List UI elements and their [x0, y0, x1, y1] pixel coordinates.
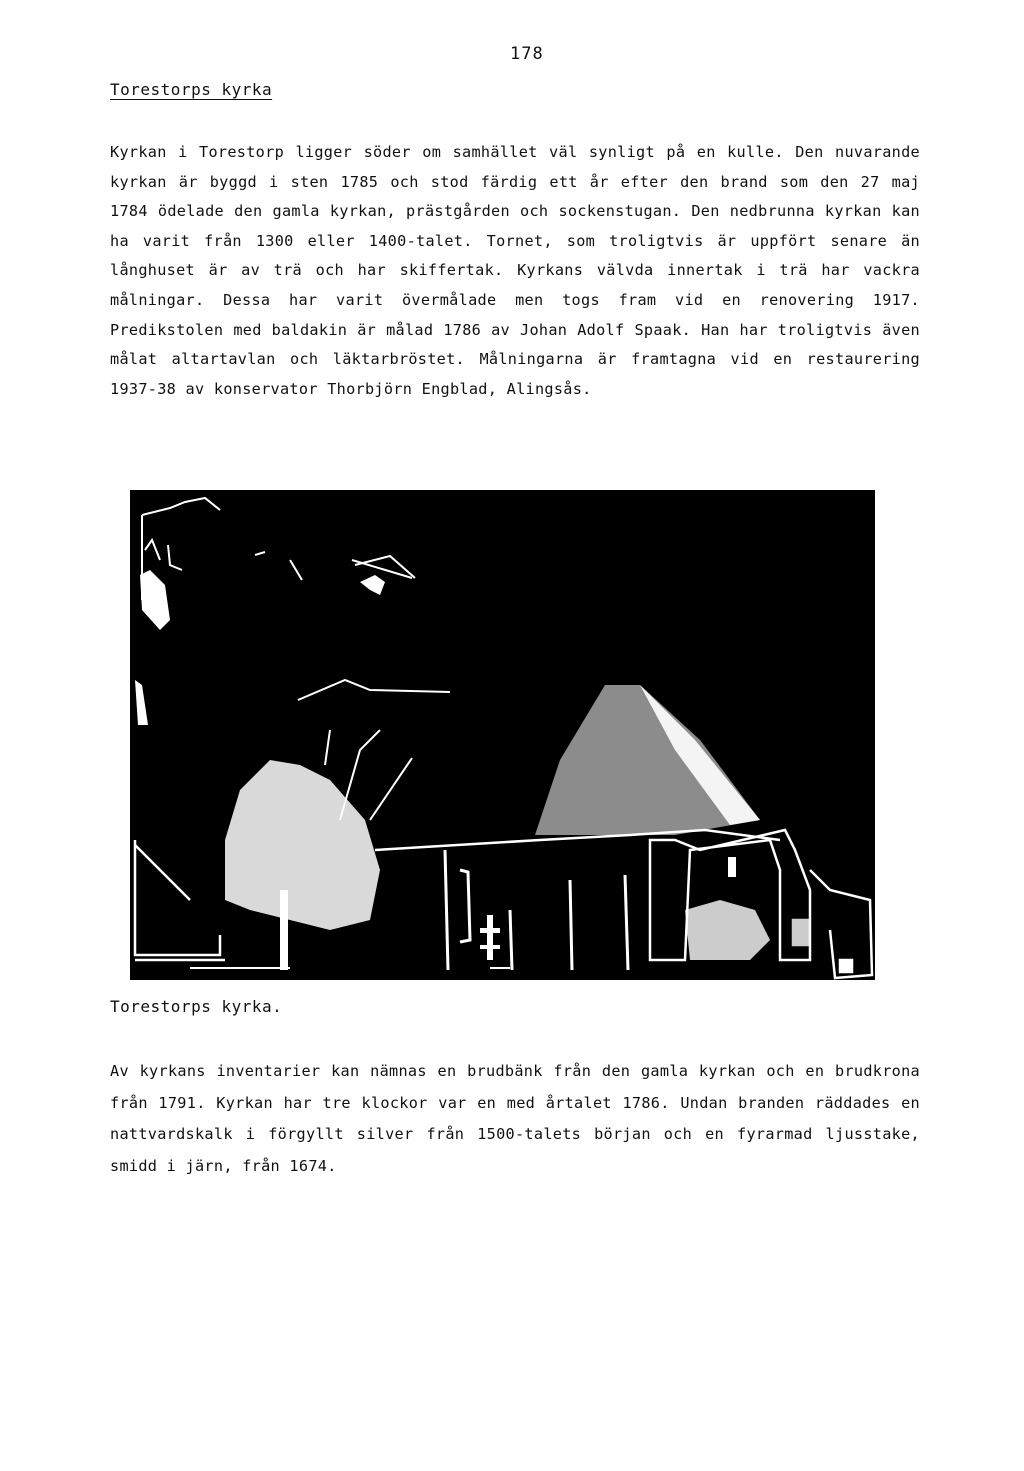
- tree-left-silhouette: [140, 570, 170, 630]
- photo-caption: Torestorps kyrka.: [110, 997, 283, 1016]
- section-title: Torestorps kyrka: [110, 80, 273, 99]
- page-number: 178: [510, 44, 544, 64]
- post-left: [135, 680, 148, 725]
- church-photo: [130, 490, 875, 980]
- building-left: [135, 840, 225, 960]
- body-paragraph-1: Kyrkan i Torestorp ligger söder om samhället väl synligt på en kulle. Den nuvarande kyrkan är byggd i sten 1785 och stod färdig ett år efter den brand som den 27 maj 1784 ödelade den gamla kyrkan, prästgården och sockenstugan. Den nedbrunna kyrkan kan ha varit från 1300 eller 1400-talet. Tornet, som troligtvis är uppfört senare än långhuset är av trä och har skiffertak. Kyrkans välvda innertak i trä har vackra målningar. Dessa har varit övermålade men togs fram vid en renovering 1917. Predikstolen med baldakin är målad 1786 av Johan Adolf Spaak. Han har troligtvis även målat altartavlan och läktarbröstet. Målningarna är framtagna vid en restaurering 1937-38 av konservator Thorbjörn Engblad, Alingsås.: [110, 143, 920, 398]
- church-walls: [445, 850, 628, 970]
- church-door-cross: [480, 915, 500, 960]
- foliage-tree: [225, 760, 380, 970]
- tower-shrubs: [685, 857, 770, 960]
- building-right: [793, 870, 872, 978]
- body-paragraph-2: Av kyrkans inventarier kan nämnas en brudbänk från den gamla kyrkan och en brudkrona från 1791. Kyrkan har tre klockor var en med årtalet 1786. Undan branden räddades en nattvardskalk i förgyllt silver från 1500-talets början och en fyrarmad ljusstake, smidd i järn, från 1674.: [110, 1062, 920, 1175]
- tower-window-mark: [360, 575, 385, 595]
- church-tower: [535, 685, 760, 835]
